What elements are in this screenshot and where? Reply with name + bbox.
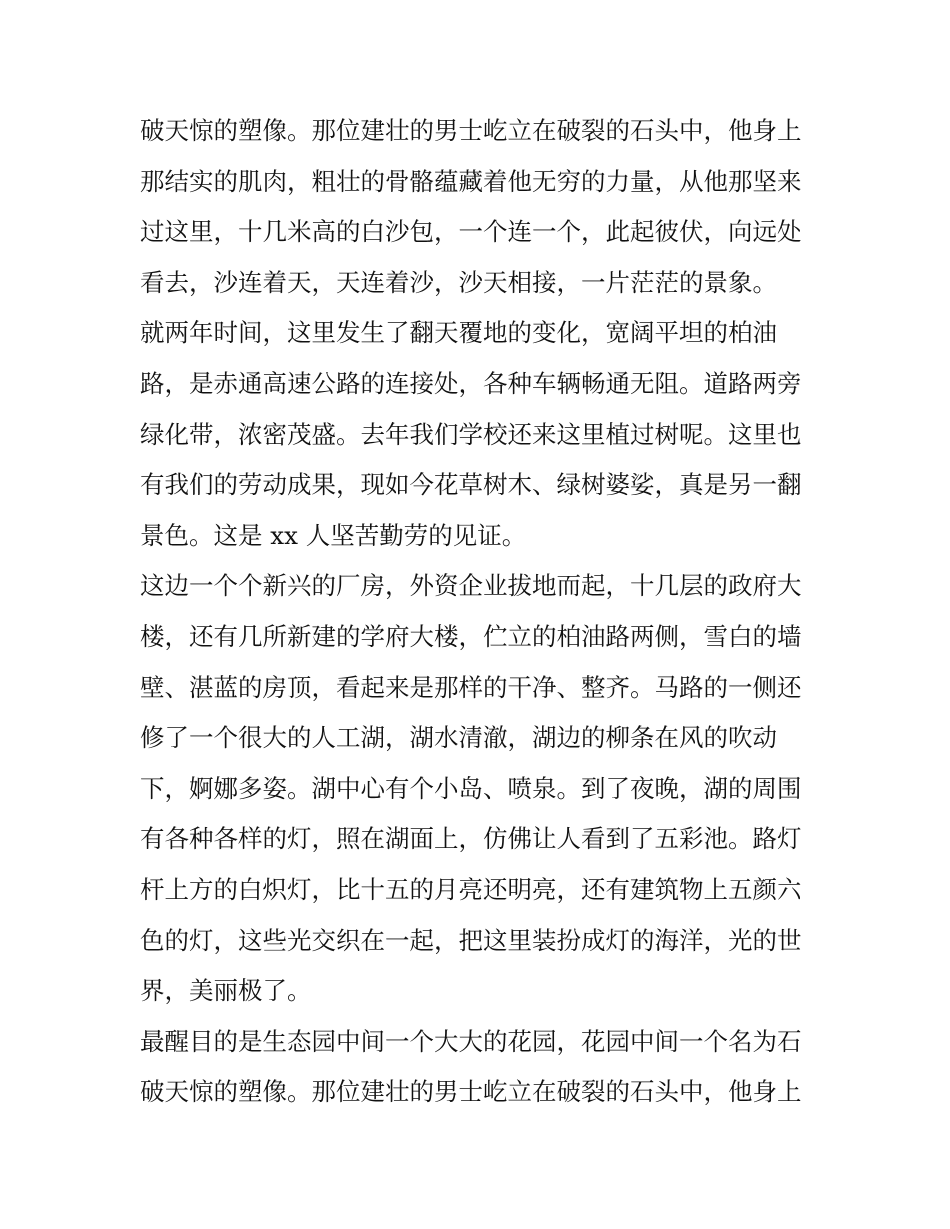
text-line: 看去，沙连着天，天连着沙，沙天相接，一片茫茫的景象。 bbox=[140, 267, 777, 297]
text-line: 这边一个个新兴的厂房，外资企业拔地而起，十几层的政府大 bbox=[140, 571, 802, 601]
text-line: 楼，还有几所新建的学府大楼，伫立的柏油路两侧，雪白的墙 bbox=[140, 621, 802, 651]
text-line: 路，是赤通高速公路的连接处，各种车辆畅通无阻。道路两旁 bbox=[140, 368, 802, 398]
text-line: 破天惊的塑像。那位建壮的男士屹立在破裂的石头中，他身上 bbox=[140, 1077, 802, 1107]
text-line: 破天惊的塑像。那位建壮的男士屹立在破裂的石头中，他身上 bbox=[140, 116, 802, 145]
text-line: 界，美丽极了。 bbox=[140, 976, 312, 1006]
text-line: 有我们的劳动成果，现如今花草树木、绿树婆娑，真是另一翻 bbox=[140, 470, 802, 500]
text-line: 景色。这是 xx 人坚苦勤劳的见证。 bbox=[140, 520, 527, 550]
text-line: 壁、湛蓝的房顶，看起来是那样的干净、整齐。马路的一侧还 bbox=[140, 672, 802, 702]
text-line: 绿化带，浓密茂盛。去年我们学校还来这里植过树呢。这里也 bbox=[140, 419, 802, 449]
text-line: 下，婀娜多姿。湖中心有个小岛、喷泉。到了夜晚，湖的周围 bbox=[140, 773, 802, 803]
text-line: 修了一个很大的人工湖，湖水清澈，湖边的柳条在风的吹动 bbox=[140, 723, 777, 753]
text-line: 那结实的肌肉，粗壮的骨骼蕴藏着他无穷的力量，从他那坚来 bbox=[140, 166, 802, 196]
body-text bbox=[140, 106, 820, 1118]
text-line: 杆上方的白炽灯，比十五的月亮还明亮，还有建筑物上五颜六 bbox=[140, 874, 802, 904]
text-line: 有各种各样的灯，照在湖面上，仿佛让人看到了五彩池。路灯 bbox=[140, 824, 802, 854]
text-line: 就两年时间，这里发生了翻天覆地的变化，宽阔平坦的柏油 bbox=[140, 318, 777, 348]
text-line: 色的灯，这些光交织在一起，把这里装扮成灯的海洋，光的世 bbox=[140, 925, 802, 955]
text-line: 过这里，十几米高的白沙包，一个连一个，此起彼伏，向远处 bbox=[140, 217, 802, 247]
text-line: 最醒目的是生态园中间一个大大的花园，花园中间一个名为石 bbox=[140, 1026, 802, 1056]
